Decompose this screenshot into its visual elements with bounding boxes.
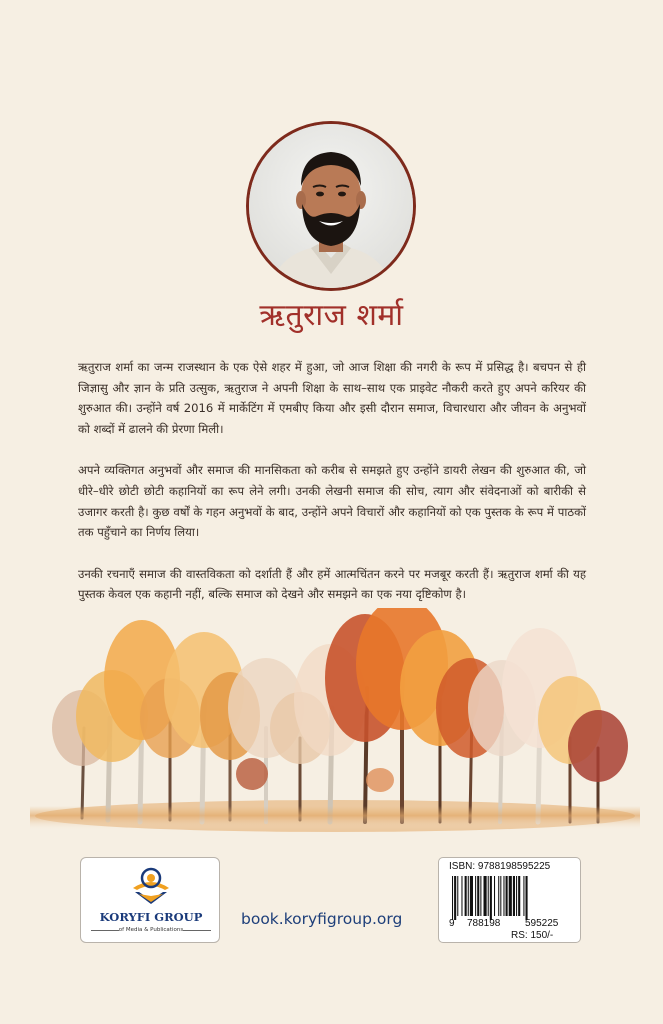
barcode-bar bbox=[523, 876, 524, 916]
barcode-bar bbox=[452, 876, 453, 920]
barcode-bar bbox=[470, 876, 473, 916]
barcode-bar bbox=[468, 876, 469, 916]
barcode-bar bbox=[494, 876, 495, 916]
barcode-bar bbox=[488, 876, 489, 916]
barcode-bar bbox=[513, 876, 515, 916]
barcode bbox=[450, 876, 571, 920]
isbn-digits-left: 788198 bbox=[467, 918, 501, 929]
barcode-bar bbox=[477, 876, 479, 916]
bio-paragraph: उनकी रचनाएँ समाज की वास्तविकता को दर्शाती हैं और हमें आत्मचिंतन करने पर मजबूर करती हैं। ऋतुराज शर्मा की यह पुस्तक केवल एक कहानी नहीं, बल्कि समाज को देखने और समझने का एक नया दृष्टिकोण है। bbox=[78, 566, 586, 602]
bio-paragraph: अपने व्यक्तिगत अनुभवों और समाज की मानसिकता को करीब से समझते हुए उन्होंने डायरी लेखन की शुरुआत की, जो धीरे–धीरे छोटी छोटी कहानियों का रूप लेने लगी। उनकी लेखनी समाज की सोच, त्याग और संवेदनाओं को बारीकी से उजागर करती है। कुछ वर्षों के गहन अनुभवों के बाद, उन्होंने अपने विचारों और कहानियों को एक पुस्तक के रूप में पाठकों तक पहुँचाने का निर्णय लिया। bbox=[78, 463, 586, 540]
barcode-bar bbox=[484, 876, 487, 916]
barcode-bar bbox=[500, 876, 501, 916]
barcode-bar bbox=[503, 876, 504, 916]
barcode-bar bbox=[475, 876, 476, 916]
barcode-bar bbox=[454, 876, 456, 920]
author-name: ऋतुराज शर्मा bbox=[259, 298, 404, 333]
publisher-tagline: of Media & Publications bbox=[118, 927, 184, 933]
barcode-bar bbox=[457, 876, 458, 916]
author-bio bbox=[78, 357, 586, 626]
isbn-digit-lead: 9 bbox=[449, 918, 455, 929]
barcode-bar bbox=[509, 876, 512, 916]
publisher-logo bbox=[80, 857, 220, 943]
author-portrait bbox=[246, 121, 416, 291]
publisher-website[interactable]: book.koryfigroup.org bbox=[241, 910, 403, 928]
autumn-forest-illustration bbox=[30, 608, 640, 838]
isbn-label: ISBN: 9788198595225 bbox=[449, 861, 551, 872]
barcode-bar bbox=[516, 876, 517, 916]
barcode-bar bbox=[461, 876, 462, 916]
barcode-bar bbox=[518, 876, 520, 916]
barcode-bar bbox=[465, 876, 467, 916]
isbn-digits-right: 595225 bbox=[525, 918, 559, 929]
barcode-bar bbox=[480, 876, 481, 916]
bio-paragraph: ऋतुराज शर्मा का जन्म राजस्थान के एक ऐसे शहर में हुआ, जो आज शिक्षा की नगरी के रूप में प्रसिद्ध है। बचपन से ही जिज्ञासु और ज्ञान के प्रति उत्सुक, ऋतुराज ने अपनी शिक्षा के साथ–साथ एक प्राइवेट नौकरी करते हुए अपने करियर की शुरुआत की। उन्होंने वर्ष 2016 में मार्केटिंग में एमबीए किया और इसी दौरान समाज, विचारधारा और जीवन के अनुभवों को शब्दों में ढालने की प्रेरणा मिली। bbox=[78, 360, 586, 436]
barcode-bar bbox=[506, 876, 508, 916]
barcode-bar bbox=[498, 876, 499, 916]
logo-divider bbox=[183, 930, 211, 931]
price: RS: 150/- bbox=[511, 930, 554, 941]
barcode-bar bbox=[490, 876, 492, 920]
publisher-name: KORYFI GROUP bbox=[99, 910, 203, 924]
isbn-block bbox=[438, 857, 581, 943]
koryfi-logo-icon bbox=[125, 866, 177, 906]
barcode-bar bbox=[526, 876, 528, 920]
